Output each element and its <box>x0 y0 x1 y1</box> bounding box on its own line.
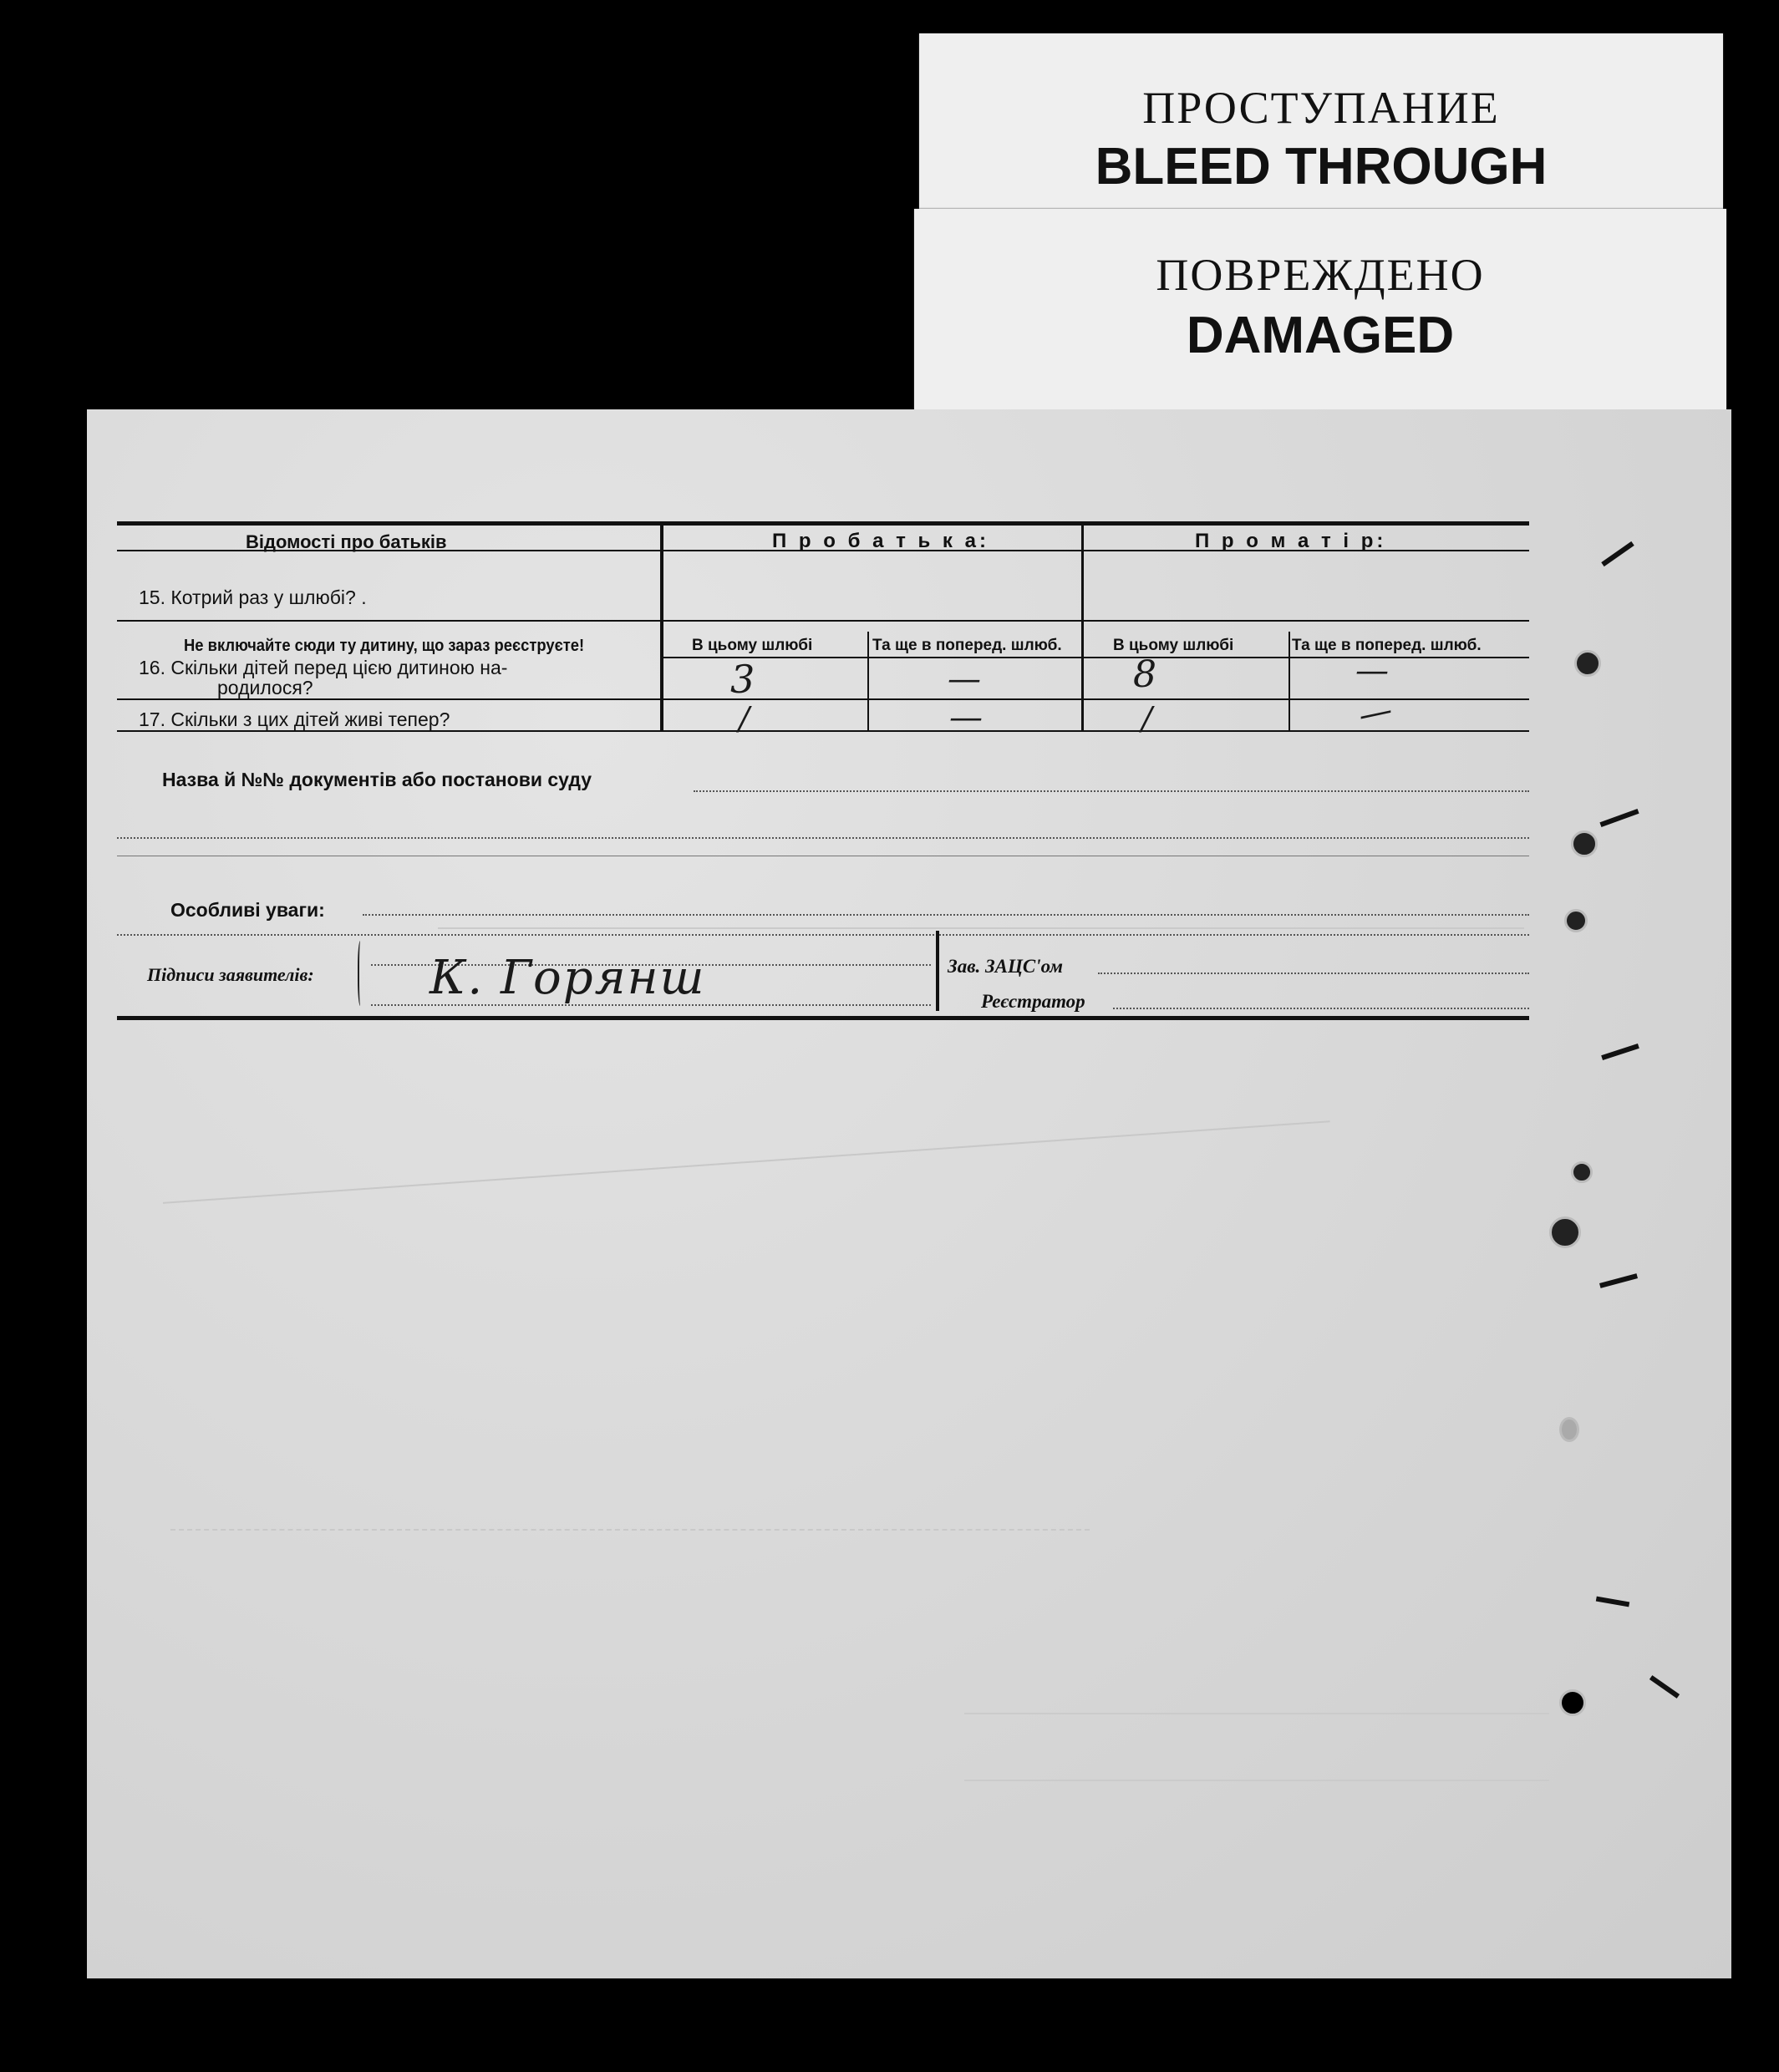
header-about-mother: П р о м а т і р: <box>1195 530 1387 552</box>
sub-header-rule <box>660 657 1529 658</box>
registrar-line <box>1113 1008 1529 1009</box>
question-16-note: Не включайте сюди ту дитину, що зараз реєструєте! <box>184 637 585 655</box>
binding-hole-1 <box>1574 650 1601 677</box>
bleed-through-texture-4 <box>964 1713 1549 1714</box>
damaged-label <box>914 209 1726 409</box>
signature-bracket <box>358 941 364 1006</box>
bleed-through-label <box>919 33 1723 209</box>
bleed-through-texture-2 <box>170 1529 1090 1564</box>
documents-line-1 <box>694 790 1529 792</box>
bleed-through-texture-3 <box>438 927 1524 929</box>
registrar-label: Реєстратор <box>981 991 1085 1012</box>
question-15: 15. Котрий раз у шлюбі? . <box>139 587 367 608</box>
header-parents-info: Відомості про батьків <box>246 531 447 552</box>
bleed-through-texture-5 <box>964 1780 1549 1781</box>
binding-hole-4 <box>1571 1161 1593 1183</box>
mother-sub-previous-marriage: Та ще в поперед. шлюб. <box>1292 637 1482 654</box>
mother-sub-this-marriage: В цьому шлюбі <box>1113 637 1234 654</box>
damaged-en: DAMAGED <box>1186 307 1455 364</box>
tear-mark-5 <box>1596 1597 1629 1607</box>
father-living-this-marriage: / <box>739 700 750 737</box>
damaged-ru: ПОВРЕЖДЕНО <box>1156 250 1485 300</box>
notes-label: Особливі уваги: <box>170 899 325 921</box>
documents-line-2 <box>117 837 1529 839</box>
header-about-father: П р о б а т ь к а: <box>772 530 989 552</box>
father-sub-divider <box>867 632 869 730</box>
table-bottom-rule <box>117 1016 1529 1020</box>
bleed-through-en: BLEED THROUGH <box>1095 138 1548 196</box>
father-living-previous-marriage: — <box>949 698 983 737</box>
mother-sub-divider <box>1289 632 1290 730</box>
mother-children-this-marriage: 8 <box>1133 653 1156 696</box>
binding-hole-7 <box>1559 1689 1586 1716</box>
tear-mark-3 <box>1601 1044 1639 1060</box>
q16-bottom-rule <box>117 698 1529 700</box>
mother-living-this-marriage: / <box>1141 700 1152 737</box>
binding-hole-6 <box>1559 1417 1579 1442</box>
signatures-label: Підписи заявителів: <box>147 964 314 985</box>
question-16-line1: 16. Скільки дітей перед цією дитиною на- <box>139 657 508 678</box>
tear-mark-2 <box>1599 809 1639 827</box>
documents-label: Назва й №№ документів або постанови суду <box>162 769 592 790</box>
father-children-this-marriage: 3 <box>730 657 755 702</box>
zags-head-label: Зав. ЗАЦС'ом <box>948 956 1064 977</box>
zags-line <box>1098 973 1529 974</box>
question-17: 17. Скільки з цих дітей живі тепер? <box>139 708 450 730</box>
tear-mark-4 <box>1599 1273 1638 1288</box>
binding-hole-3 <box>1564 909 1588 932</box>
tear-mark-6 <box>1649 1675 1680 1699</box>
binding-hole-2 <box>1571 830 1598 857</box>
father-children-previous-marriage: — <box>948 660 981 698</box>
signature-divider <box>936 931 939 1011</box>
father-sub-previous-marriage: Та ще в поперед. шлюб. <box>872 637 1062 654</box>
bleed-through-texture <box>163 1120 1331 1221</box>
mother-children-previous-marriage: — <box>1355 652 1389 690</box>
notes-line-1 <box>363 914 1529 916</box>
q15-bottom-rule <box>117 620 1529 622</box>
bleed-through-ru: ПРОСТУПАНИЕ <box>1142 83 1500 133</box>
father-sub-this-marriage: В цьому шлюбі <box>692 637 813 654</box>
question-16-line2: родилося? <box>217 677 313 698</box>
binding-hole-5 <box>1549 1216 1581 1248</box>
notes-line-2 <box>117 934 1529 936</box>
table-top-rule <box>117 521 1529 526</box>
tear-mark-1 <box>1601 541 1634 566</box>
document-sheet <box>87 409 1731 1978</box>
mother-living-previous-marriage: — <box>1355 690 1396 735</box>
applicant-signature: К. Горянш <box>430 951 706 1005</box>
